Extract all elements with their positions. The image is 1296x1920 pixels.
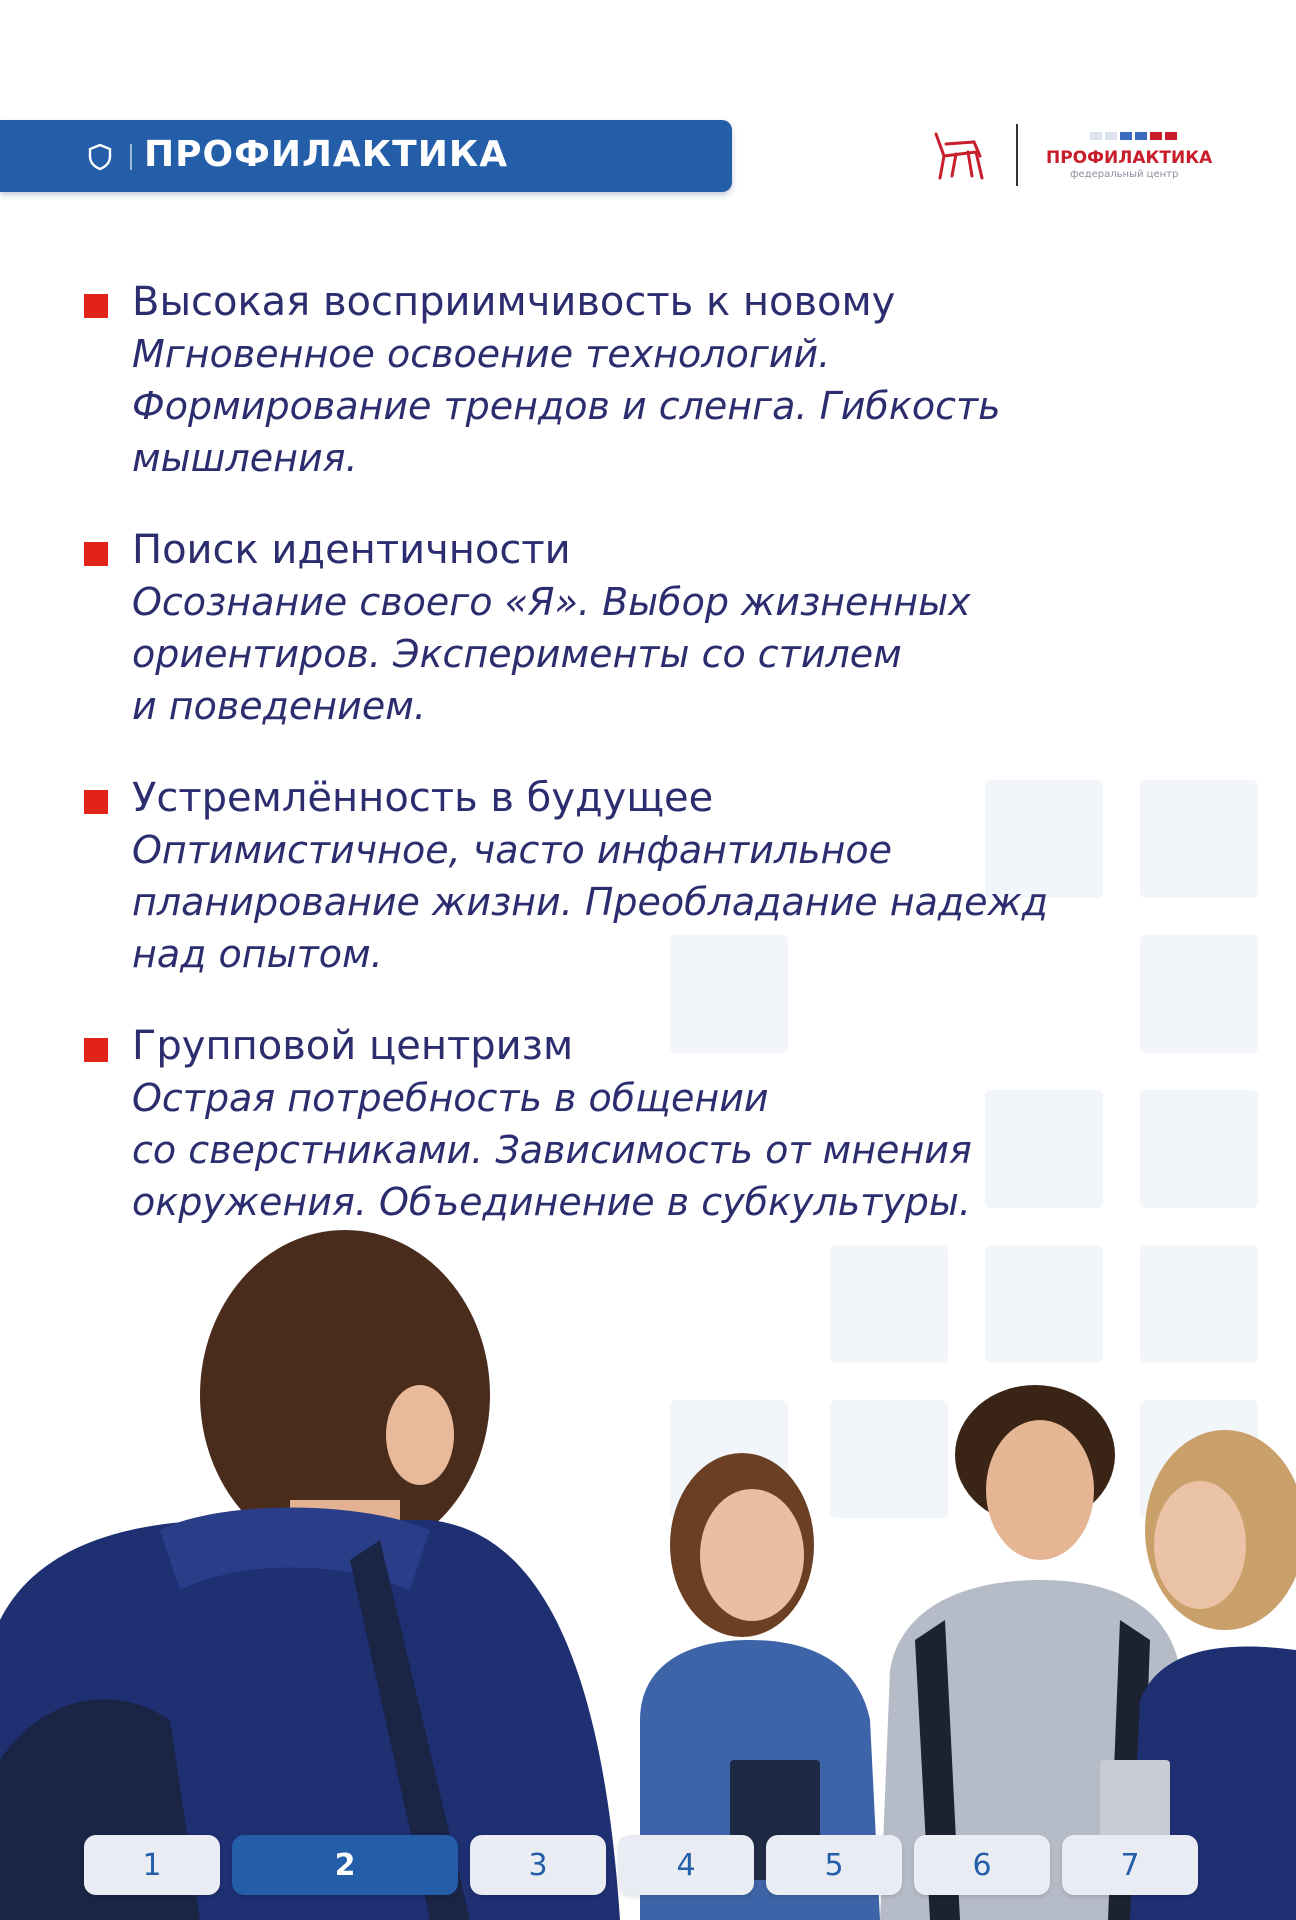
list-item — [84, 772, 1144, 980]
page-button-3[interactable]: 3 — [470, 1835, 606, 1895]
logo-subtitle: федеральный центр — [1070, 169, 1179, 180]
page-button-7[interactable]: 7 — [1062, 1835, 1198, 1895]
logo-name: ПРОФИЛАКТИКА — [1046, 148, 1213, 168]
bullet-icon — [84, 1038, 108, 1062]
item-description: Мгновенное освоение технологий. Формирование трендов и сленга. Гибкость мышления. — [132, 332, 1001, 480]
teenagers-photo — [0, 1200, 1296, 1920]
list-item — [84, 1020, 1144, 1228]
item-title: Высокая восприимчивость к новому — [132, 279, 896, 325]
page-navigation — [84, 1835, 1198, 1895]
list-item — [84, 524, 1144, 732]
header-separator — [130, 144, 132, 170]
item-title: Групповой центризм — [132, 1023, 574, 1069]
list-item — [84, 276, 1144, 484]
item-title: Поиск идентичности — [132, 527, 571, 573]
logo-flags — [1090, 132, 1177, 140]
logo-mark-icon — [930, 130, 988, 182]
header-title: ПРОФИЛАКТИКА — [144, 134, 509, 175]
header-banner — [0, 120, 732, 192]
bullet-icon — [84, 790, 108, 814]
brand-logo — [930, 124, 1220, 186]
shield-icon — [88, 143, 112, 171]
item-title: Устремлённость в будущее — [132, 775, 714, 821]
item-description: Оптимистичное, часто инфантильное планирование жизни. Преобладание надежд над опытом. — [132, 828, 1049, 976]
page-button-4[interactable]: 4 — [618, 1835, 754, 1895]
page-button-5[interactable]: 5 — [766, 1835, 902, 1895]
logo-divider — [1016, 124, 1018, 186]
page-button-1[interactable]: 1 — [84, 1835, 220, 1895]
page-button-6[interactable]: 6 — [914, 1835, 1050, 1895]
page-button-2[interactable]: 2 — [232, 1835, 458, 1895]
bullet-icon — [84, 542, 108, 566]
item-description: Осознание своего «Я». Выбор жизненных ориентиров. Эксперименты со стилем и поведением. — [132, 580, 971, 728]
traits-list — [84, 276, 1144, 1268]
bullet-icon — [84, 294, 108, 318]
boy-back-figure — [0, 1230, 620, 1920]
item-description: Острая потребность в общении со сверстниками. Зависимость от мнения окружения. Объединение в субкультуры. — [132, 1076, 972, 1224]
